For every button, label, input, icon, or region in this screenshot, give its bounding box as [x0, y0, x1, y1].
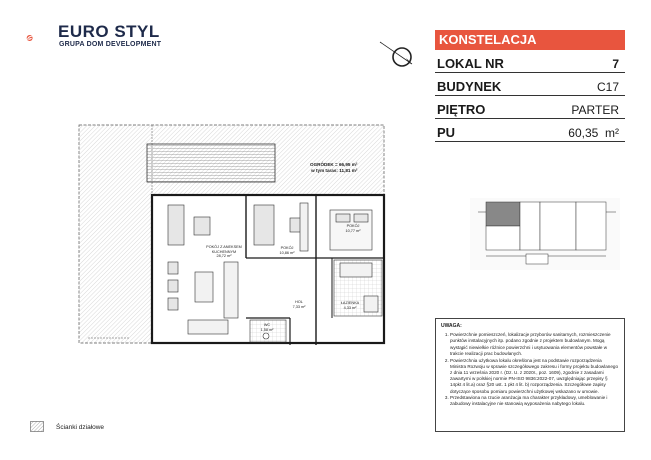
room-name: ŁAZIENKA	[340, 301, 360, 305]
room-label-wc	[257, 323, 277, 332]
project-name: KONSTELACJA	[435, 30, 625, 50]
room-area: 10,77 m²	[345, 228, 361, 233]
room-label-hall	[290, 300, 308, 309]
notes-list	[441, 332, 619, 407]
info-label: PIĘTRO	[437, 102, 486, 117]
room-name: HOL	[295, 300, 303, 304]
room-area: 4,33 m²	[343, 305, 357, 310]
info-label: PU	[437, 125, 456, 140]
room-label-bathroom	[338, 301, 362, 310]
partition-wall-swatch-icon	[30, 421, 44, 432]
note-item: 1. Powierzchnie pomieszczeń, lokalizacje przyborów sanitarnych, rozmieszczenie punktów instalacyjnych itp. podano zgodnie z projektem budowlanym. Mogą wystąpić niewielkie różnice powierzchni i usytuowania elementów powstałe w trakcie realizacji prac budowlanych.	[450, 332, 619, 357]
room-label-living	[196, 245, 252, 259]
site-plan-thumbnail	[470, 198, 620, 270]
garden-terrace: w tym taras: 11,81 m²	[311, 167, 358, 173]
info-value: PARTER	[571, 103, 619, 117]
info-value: C17	[596, 80, 619, 94]
info-label: LOKAL NR	[437, 56, 504, 71]
room-name: WC	[263, 323, 271, 327]
room-area: 1,58 m²	[260, 327, 274, 332]
room-area: 28,72 m²	[216, 254, 232, 258]
room-name: POKÓJ Z ANEKSEM KUCHENNYM	[206, 245, 242, 254]
info-label: BUDYNEK	[437, 79, 502, 94]
room-name: POKÓJ	[346, 224, 360, 228]
area-unit: m²	[605, 126, 619, 140]
notes-title: UWAGA:	[441, 323, 462, 329]
notes-box	[435, 318, 625, 432]
info-value: 7	[612, 57, 619, 71]
room-name: POKÓJ	[280, 246, 294, 250]
area-value: 60,35	[568, 126, 599, 140]
legend-label: Ścianki działowe	[56, 424, 105, 431]
note-item: 3. Przedstawiona na rzucie aranżacja ma charakter przykładowy, umeblowanie i zabudowy instalacyjne nie stanowią wyposażenia nabytego lokalu.	[450, 395, 619, 407]
brand-name: EURO STYL	[58, 22, 160, 41]
room-area: 10,86 m²	[279, 250, 295, 255]
brand-subtitle: GRUPA DOM DEVELOPMENT	[59, 41, 162, 48]
room-area: 7,33 m²	[292, 304, 306, 309]
note-item: 2. Powierzchnia użytkowa lokalu określona jest na podstawie rozporządzenia Ministra Rozwoju w sprawie szczegółowego zakresu i formy projektu budowlanego z dnia 11 września 2020 r. (Dz. U. z 2020r., poz. 1609), zgodnie z zasadami zawartymi w polskiej normie PN-ISO 9836:2022-07, uwzględniając przepisy § 14pkt 4 lit.a) oraz §20 ust. 1 pkt 4 lit. b) rozporządzenia. Szczegółowe zapisy dotyczące sposobu pomiaru powierzchni użytkowej wskazano w umowie.	[450, 358, 619, 395]
room-label-bedroom-2	[339, 224, 367, 233]
garden-area-label	[310, 162, 357, 173]
garden-total: OGRÓDEK = 66,95 m²	[310, 162, 358, 167]
terrace	[147, 144, 275, 182]
room-label-bedroom-1	[273, 246, 301, 255]
